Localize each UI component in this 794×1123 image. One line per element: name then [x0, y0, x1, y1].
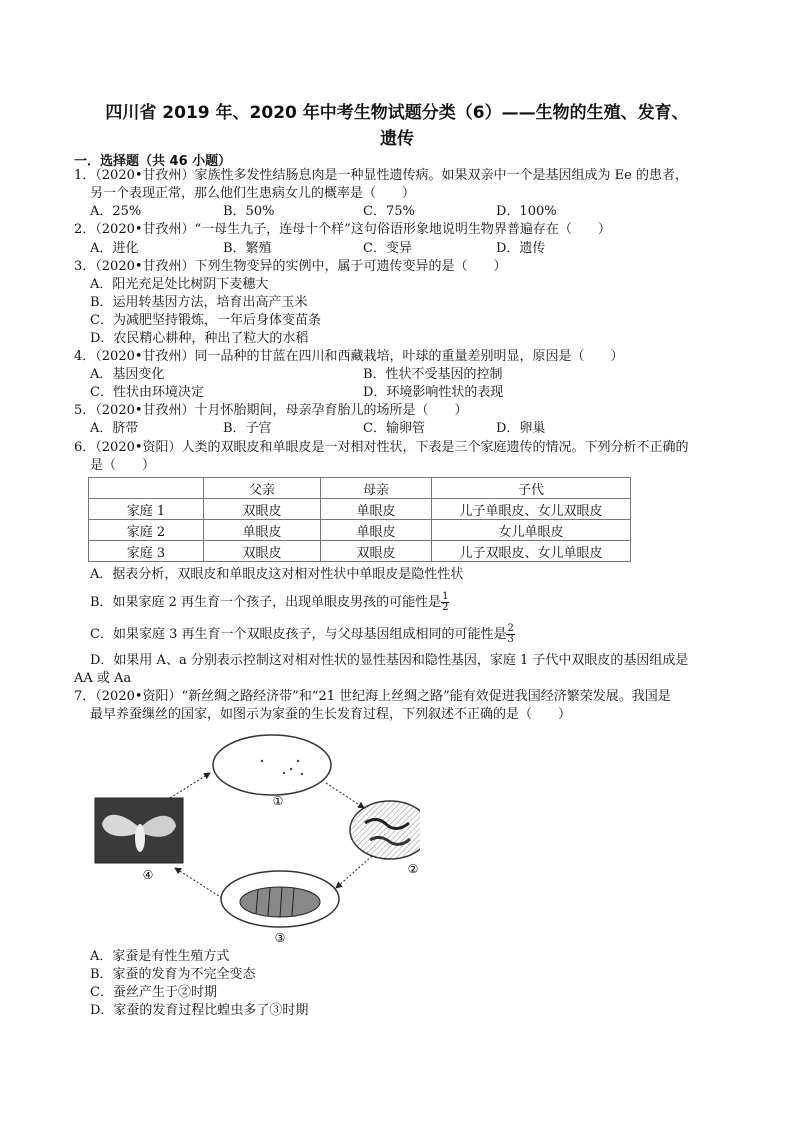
table-header-cell: 母亲 [321, 478, 432, 499]
question-2-option-b: B．繁殖 [223, 241, 272, 256]
pupa-stage [221, 871, 339, 927]
question-2-option-d: D．遗传 [496, 241, 546, 256]
question-4-option-b: B．性状不受基因的控制 [363, 367, 503, 382]
question-3-option-b: B．运用转基因方法，培育出高产玉米 [90, 295, 308, 310]
question-6-option-c [90, 624, 515, 645]
table-cell: 单眼皮 [321, 520, 432, 541]
question-6-option-b-text: B．如果家庭 2 再生育一个孩子，出现单眼皮男孩的可能性是 [90, 595, 442, 610]
question-1-option-b: B．50% [223, 204, 275, 219]
question-5-option-c: C．输卵管 [363, 421, 425, 436]
question-6-stem: 6．（2020•资阳）人类的双眼皮和单眼皮是一对相对性状，下表是三个家庭遗传的情况。下列分析不正确的 [74, 440, 689, 455]
question-6-option-b [90, 592, 449, 613]
larva-stage-outline [350, 801, 420, 859]
table-cell: 儿子单眼皮、女儿双眼皮 [432, 499, 631, 520]
table-cell: 儿子双眼皮、女儿单眼皮 [432, 541, 631, 562]
question-3-option-c: C．为减肥坚持锻炼，一年后身体变苗条 [90, 313, 321, 328]
moth-stage [95, 798, 183, 863]
question-6-option-c-text: C．如果家庭 3 再生育一个双眼皮孩子，与父母基因组成相同的可能性是 [90, 627, 507, 642]
table-row [89, 520, 631, 541]
question-5-stem: 5．（2020•甘孜州）十月怀胎期间，母亲孕育胎儿的场所是（ ） [74, 403, 468, 418]
fraction-two-thirds: $\frac{2}{3}$ [507, 623, 514, 645]
question-3-stem: 3．（2020•甘孜州）下列生物变异的实例中，属于可遗传变异的是（ ） [74, 259, 507, 274]
egg-dot [290, 768, 292, 770]
question-5-option-a: A．脐带 [90, 421, 139, 436]
question-6-option-d-cont: AA 或 Aa [74, 671, 132, 686]
question-7-stem-cont: 最早养蚕缫丝的国家，如图示为家蚕的生长发育过程，下列叙述不正确的是（ ） [90, 707, 572, 722]
family-inheritance-table [88, 477, 631, 562]
question-1-stem-cont: 另一个表现正常，那么他们生患病女儿的概率是（ ） [90, 186, 416, 201]
question-1-option-a: A．25% [90, 204, 142, 219]
question-5-option-d: D．卵巢 [496, 421, 546, 436]
table-cell: 家庭 2 [89, 520, 204, 541]
diagram-label-4: ④ [142, 868, 154, 882]
table-header-cell [89, 478, 204, 499]
larva-stage [350, 801, 420, 859]
question-6-option-d: D．如果用 A、a 分别表示控制这对相对性状的显性基因和隐性基因，家庭 1 子代中双眼皮的基因组成是 [90, 653, 689, 668]
egg-stage-outline [213, 735, 331, 795]
table-header-cell: 子代 [432, 478, 631, 499]
egg-dot [297, 760, 299, 762]
table-cell: 双眼皮 [204, 499, 321, 520]
question-2-stem: 2．（2020•甘孜州）“一母生九子，连母十个样”这句俗语形象地说明生物界普遍存在（ ） [74, 222, 611, 237]
question-1-option-c: C．75% [363, 204, 415, 219]
egg-dot [283, 772, 285, 774]
question-6-option-a: A．据表分析，双眼皮和单眼皮这对相对性状中单眼皮是隐性性状 [90, 567, 464, 582]
table-cell: 单眼皮 [321, 499, 432, 520]
table-header-row [89, 478, 631, 499]
question-2-option-a: A．进化 [90, 241, 139, 256]
diagram-label-1: ① [272, 794, 284, 808]
moth-body [135, 824, 145, 852]
question-7-option-c: C．蚕丝产生于②时期 [90, 985, 217, 1000]
diagram-label-2: ② [407, 862, 419, 876]
table-cell: 家庭 1 [89, 499, 204, 520]
question-4-option-a: A．基因变化 [90, 367, 165, 382]
diagram-label-3: ③ [274, 931, 286, 945]
cycle-arrow [326, 783, 364, 808]
table-header-cell: 父亲 [204, 478, 321, 499]
table-row [89, 499, 631, 520]
table-cell: 女儿单眼皮 [432, 520, 631, 541]
question-6-stem-cont: 是（ ） [90, 458, 156, 473]
fraction-one-half: $\frac{1}{2}$ [442, 591, 449, 613]
silkworm-life-cycle-diagram [90, 728, 420, 948]
document-title-line2: 遗传 [380, 129, 414, 149]
cycle-arrow [175, 868, 222, 898]
egg-dot [261, 760, 263, 762]
document-title-line1: 四川省 2019 年、2020 年中考生物试题分类（6）——生物的生殖、发育、 [105, 103, 689, 123]
section-heading: 一．选择题（共 46 小题） [74, 154, 232, 169]
cycle-arrow [170, 773, 210, 798]
table-cell: 双眼皮 [204, 541, 321, 562]
question-4-option-c: C．性状由环境决定 [90, 385, 204, 400]
question-3-option-a: A．阳光充足处比树阴下麦穗大 [90, 277, 269, 292]
egg-dot [301, 773, 303, 775]
table-cell: 家庭 3 [89, 541, 204, 562]
table-cell: 双眼皮 [321, 541, 432, 562]
table-cell: 单眼皮 [204, 520, 321, 541]
question-7-option-b: B．家蚕的发育为不完全变态 [90, 967, 256, 982]
question-4-stem: 4．（2020•甘孜州）同一品种的甘蓝在四川和西藏栽培，叶球的重量差别明显，原因是（ ） [74, 349, 624, 364]
question-7-option-a: A．家蚕是有性生殖方式 [90, 949, 230, 964]
question-4-option-d: D．环境影响性状的表现 [363, 385, 504, 400]
question-5-option-b: B．子宫 [223, 421, 272, 436]
question-1-option-d: D．100% [496, 204, 557, 219]
table-row [89, 541, 631, 562]
egg-stage [213, 735, 331, 795]
question-7-stem: 7．（2020•资阳）“新丝绸之路经济带”和“21 世纪海上丝绸之路”能有效促进我国经济繁荣发展。我国是 [74, 689, 671, 704]
question-2-option-c: C．变异 [363, 241, 412, 256]
question-3-option-d: D．农民精心耕种，种出了粒大的水稻 [90, 331, 309, 346]
question-7-option-d: D．家蚕的发育过程比蝗虫多了③时期 [90, 1003, 309, 1018]
cycle-arrow [336, 856, 372, 888]
question-1-stem: 1．（2020•甘孜州）家族性多发性结肠息肉是一种显性遗传病。如果双亲中一个是基因组成为 Ee 的患者， [74, 168, 688, 183]
